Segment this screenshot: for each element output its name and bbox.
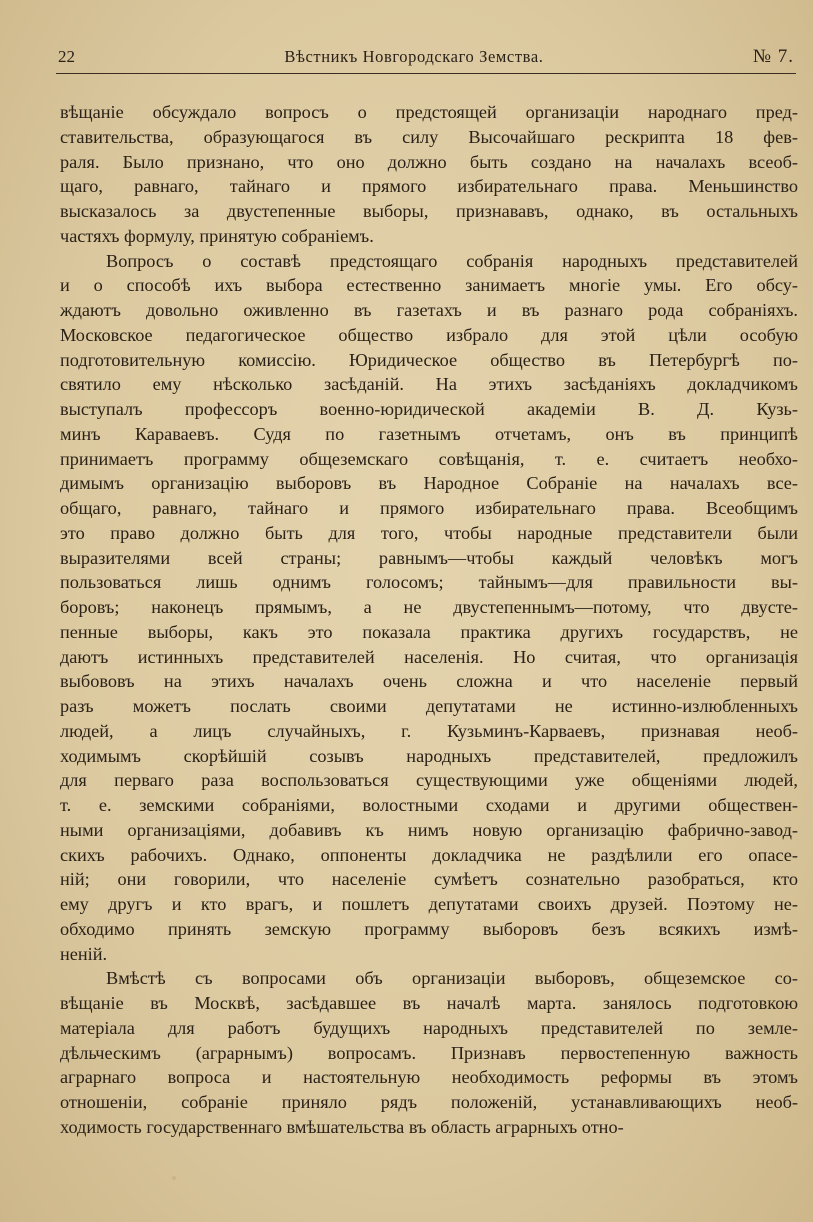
text-line: отношеніи, собраніе приняло рядъ положеній, устанавливающихъ необ- (60, 1092, 798, 1112)
header-rule (56, 73, 796, 74)
paper-stain (172, 1176, 176, 1180)
text-line: принимаетъ программу общеземскаго совѣщанія, т. е. считаетъ необхо- (60, 448, 798, 469)
text-line: разъ можетъ послать своими депутатами не истинно-излюбленныхъ (60, 696, 798, 716)
paper-stain (612, 330, 617, 335)
text-line: ставительства, образующагося въ силу Высочайшаго рескрипта 18 фев- (60, 126, 798, 147)
body-text (60, 100, 798, 1140)
text-line: боровъ; наконецъ прямымъ, а не двустепеннымъ—потому, что двусте- (60, 597, 798, 617)
text-line: дѣльческимъ (аграрнымъ) вопросамъ. Признавъ первостепенную важность (60, 1042, 798, 1063)
paragraph (60, 249, 798, 967)
running-header (58, 46, 794, 72)
paragraph (60, 100, 798, 249)
text-line: святило ему нѣсколько засѣданій. На этихъ засѣданіяхъ докладчикомъ (60, 374, 798, 395)
text-line: это право должно быть для того, чтобы народные представители были (60, 522, 798, 543)
text-line: аграрнаго вопроса и настоятельную необходимость реформы въ этомъ (60, 1067, 798, 1088)
text-line: ему другъ и кто врагъ, и пошлетъ депутатами своихъ друзей. Поэтому не- (60, 894, 798, 914)
text-line: Вмѣстѣ съ вопросами объ организаціи выборовъ, общеземское со- (106, 968, 798, 989)
text-line: ждаютъ довольно оживленно въ газетахъ и въ разнаго рода собраніяхъ. (60, 300, 798, 320)
text-line: подготовительную комиссію. Юридическое общество въ Петербургѣ по- (60, 349, 798, 370)
text-line: пенные выборы, какъ это показала практика другихъ государствъ, не (60, 621, 798, 642)
text-line: т. е. земскими собраніями, волостными сходами и другими обществен- (60, 795, 798, 815)
text-line: частяхъ формулу, принятую собраніемъ. (60, 225, 374, 246)
text-line: даютъ истинныхъ представителей населенія. Но считая, что организація (60, 646, 798, 667)
text-line: пользоваться лишь однимъ голосомъ; тайнымъ—для правильности вы- (60, 572, 798, 593)
text-line: минъ Караваевъ. Судя по газетнымъ отчетамъ, онъ въ принципѣ (60, 423, 798, 444)
text-line: высказалось за двустепенные выборы, признававъ, однако, въ остальныхъ (60, 201, 798, 221)
text-line: выбововъ на этихъ началахъ очень сложна и что населеніе первый (60, 671, 798, 692)
text-line: ній; они говорили, что населеніе сумѣетъ сознательно разобраться, кто (60, 869, 798, 890)
text-line: ходимымъ скорѣйшій созывъ народныхъ представителей, предложилъ (60, 745, 798, 766)
text-line: общаго, равнаго, тайнаго и прямого избирательнаго права. Всеобщимъ (60, 498, 798, 518)
text-line: скихъ рабочихъ. Однако, оппоненты докладчика не раздѣлили его опасе- (60, 844, 798, 865)
page-number: 22 (58, 47, 75, 66)
text-line: обходимо принять земскую программу выборовъ безъ всякихъ измѣ- (60, 918, 798, 939)
text-line: ными организаціями, добавивъ къ нимъ новую организацію фабрично-завод- (60, 819, 798, 840)
text-line: раля. Было признано, что оно должно быть создано на началахъ всеоб- (60, 151, 798, 172)
text-line: вѣщаніе въ Москвѣ, засѣдавшее въ началѣ марта. занялось подготовкою (60, 993, 798, 1013)
issue-number: № 7. (752, 46, 794, 67)
text-line: Московское педагогическое общество избрало для этой цѣли особую (60, 324, 798, 345)
text-line: выступалъ профессоръ военно-юридической академіи В. Д. Кузь- (60, 399, 798, 419)
text-line: выразителями всей страны; равнымъ—чтобы каждый человѣкъ могъ (60, 547, 798, 568)
text-line: димымъ организацію выборовъ въ Народное Собраніе на началахъ все- (60, 473, 798, 494)
journal-title: Вѣстникъ Новгородскаго Земства. (284, 47, 544, 66)
text-line: людей, а лицъ случайныхъ, г. Кузьминъ-Карваевъ, признавая необ- (60, 720, 798, 741)
text-line: ходимость государственнаго вмѣшательства въ область аграрныхъ отно- (60, 1116, 624, 1137)
text-line: и о способѣ ихъ выбора естественно занимаетъ многіе умы. Его обсу- (60, 275, 798, 296)
text-line: матеріала для работъ будущихъ народныхъ представителей по земле- (60, 1017, 798, 1038)
text-line: для перваго раза воспользоваться существующими уже общеніями людей, (60, 770, 798, 791)
text-line: вѣщаніе обсуждало вопросъ о предстоящей организаціи народнаго пред- (60, 102, 798, 122)
text-line: Вопросъ о составѣ предстоящаго собранія народныхъ представителей (106, 250, 798, 271)
text-line: неній. (60, 943, 108, 964)
paragraph (60, 966, 798, 1139)
text-line: щаго, равнаго, тайнаго и прямого избирательнаго права. Меньшинство (60, 176, 798, 197)
